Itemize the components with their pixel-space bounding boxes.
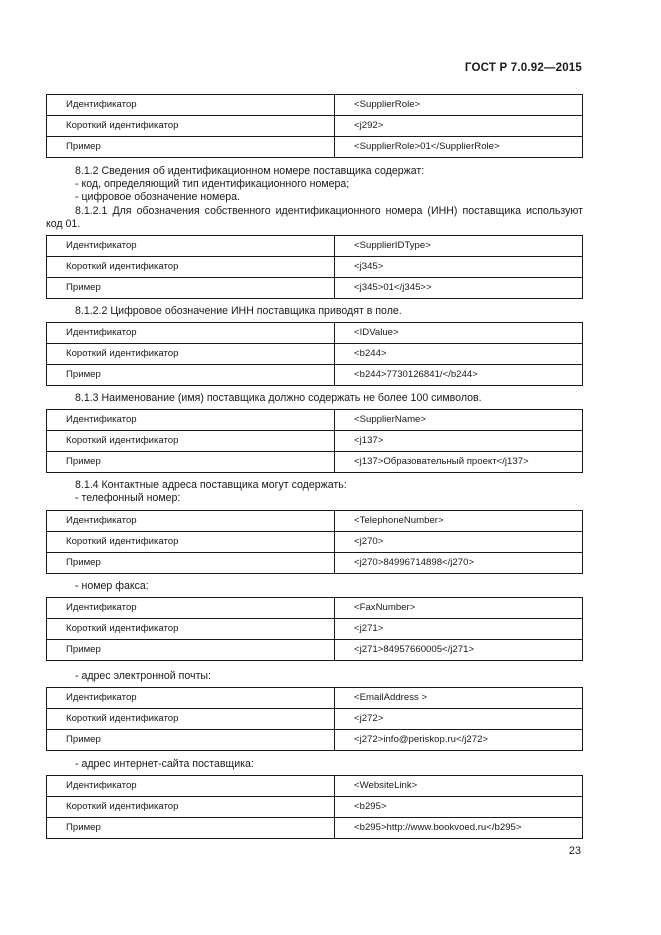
label-identifier: Идентификатор [47,776,335,797]
label-example: Пример [47,452,335,473]
label-short-identifier: Короткий идентификатор [47,116,335,137]
table-supplier-name [46,409,583,473]
list-item-phone: - телефонный номер: [75,492,181,504]
document-header: ГОСТ Р 7.0.92—2015 [464,62,582,74]
table-row [47,730,583,751]
value-example: <j272>info@periskop.ru</j272> [335,730,583,751]
value-example: <b295>http://www.bookvoed.ru</b295> [335,818,583,839]
table-row [47,709,583,730]
table-row [47,365,583,386]
value-example: <j270>84996714898</j270> [335,553,583,574]
label-short-identifier: Короткий идентификатор [47,344,335,365]
label-example: Пример [47,818,335,839]
value-example: <b244>7730126841/</b244> [335,365,583,386]
value-short-identifier: <j270> [335,532,583,553]
table-row [47,619,583,640]
label-identifier: Идентификатор [47,323,335,344]
table-row [47,553,583,574]
table-row [47,776,583,797]
table-row [47,278,583,299]
table-supplier-id-type [46,235,583,299]
paragraph-8-1-3: 8.1.3 Наименование (имя) поставщика должно содержать не более 100 символов. [75,392,482,404]
list-item-website: - адрес интернет-сайта поставщика: [75,758,254,770]
list-item-number: - цифровое обозначение номера. [75,191,240,203]
table-row [47,818,583,839]
label-short-identifier: Короткий идентификатор [47,431,335,452]
list-item-fax: - номер факса: [75,580,149,592]
value-identifier: <TelephoneNumber> [335,511,583,532]
table-row [47,598,583,619]
value-short-identifier: <j292> [335,116,583,137]
table-email [46,687,583,751]
value-short-identifier: <j137> [335,431,583,452]
label-example: Пример [47,730,335,751]
paragraph-8-1-2-2: 8.1.2.2 Цифровое обозначение ИНН поставщика приводят в поле. [75,305,402,317]
table-website [46,775,583,839]
value-short-identifier: <b295> [335,797,583,818]
value-identifier: <FaxNumber> [335,598,583,619]
label-short-identifier: Короткий идентификатор [47,797,335,818]
table-row [47,116,583,137]
table-row [47,688,583,709]
label-short-identifier: Короткий идентификатор [47,619,335,640]
value-identifier: <WebsiteLink> [335,776,583,797]
paragraph-8-1-4: 8.1.4 Контактные адреса поставщика могут содержать: [75,479,347,491]
label-identifier: Идентификатор [47,598,335,619]
value-identifier: <IDValue> [335,323,583,344]
paragraph-8-1-2: 8.1.2 Сведения об идентификационном номере поставщика содержат: [75,165,425,177]
table-supplier-role [46,94,583,158]
table-row [47,410,583,431]
table-row [47,640,583,661]
value-short-identifier: <j272> [335,709,583,730]
paragraph-8-1-2-1: 8.1.2.1 Для обозначения собственного идентификационного номера (ИНН) поставщика используют код 01. [46,205,583,230]
label-identifier: Идентификатор [47,236,335,257]
table-row [47,137,583,158]
value-short-identifier: <b244> [335,344,583,365]
table-row [47,257,583,278]
label-short-identifier: Короткий идентификатор [47,257,335,278]
value-identifier: <SupplierRole> [335,95,583,116]
label-example: Пример [47,137,335,158]
label-identifier: Идентификатор [47,95,335,116]
value-identifier: <SupplierIDType> [335,236,583,257]
value-short-identifier: <j271> [335,619,583,640]
value-identifier: <SupplierName> [335,410,583,431]
value-example: <j345>01</j345>> [335,278,583,299]
table-id-value [46,322,583,386]
list-item-email: - адрес электронной почты: [75,670,211,682]
table-row [47,532,583,553]
label-example: Пример [47,365,335,386]
label-short-identifier: Короткий идентификатор [47,709,335,730]
value-example: <SupplierRole>01</SupplierRole> [335,137,583,158]
value-example: <j137>Образовательный проект</j137> [335,452,583,473]
value-identifier: <EmailAddress > [335,688,583,709]
value-example: <j271>84957660005</j271> [335,640,583,661]
list-item-code: - код, определяющий тип идентификационного номера; [75,178,350,190]
table-row [47,95,583,116]
label-example: Пример [47,553,335,574]
table-row [47,236,583,257]
value-short-identifier: <j345> [335,257,583,278]
label-identifier: Идентификатор [47,688,335,709]
table-row [47,344,583,365]
label-identifier: Идентификатор [47,511,335,532]
table-row [47,452,583,473]
label-example: Пример [47,640,335,661]
label-identifier: Идентификатор [47,410,335,431]
page-number: 23 [568,845,581,857]
table-row [47,797,583,818]
label-example: Пример [47,278,335,299]
table-fax [46,597,583,661]
table-telephone [46,510,583,574]
table-row [47,431,583,452]
table-row [47,511,583,532]
table-row [47,323,583,344]
label-short-identifier: Короткий идентификатор [47,532,335,553]
